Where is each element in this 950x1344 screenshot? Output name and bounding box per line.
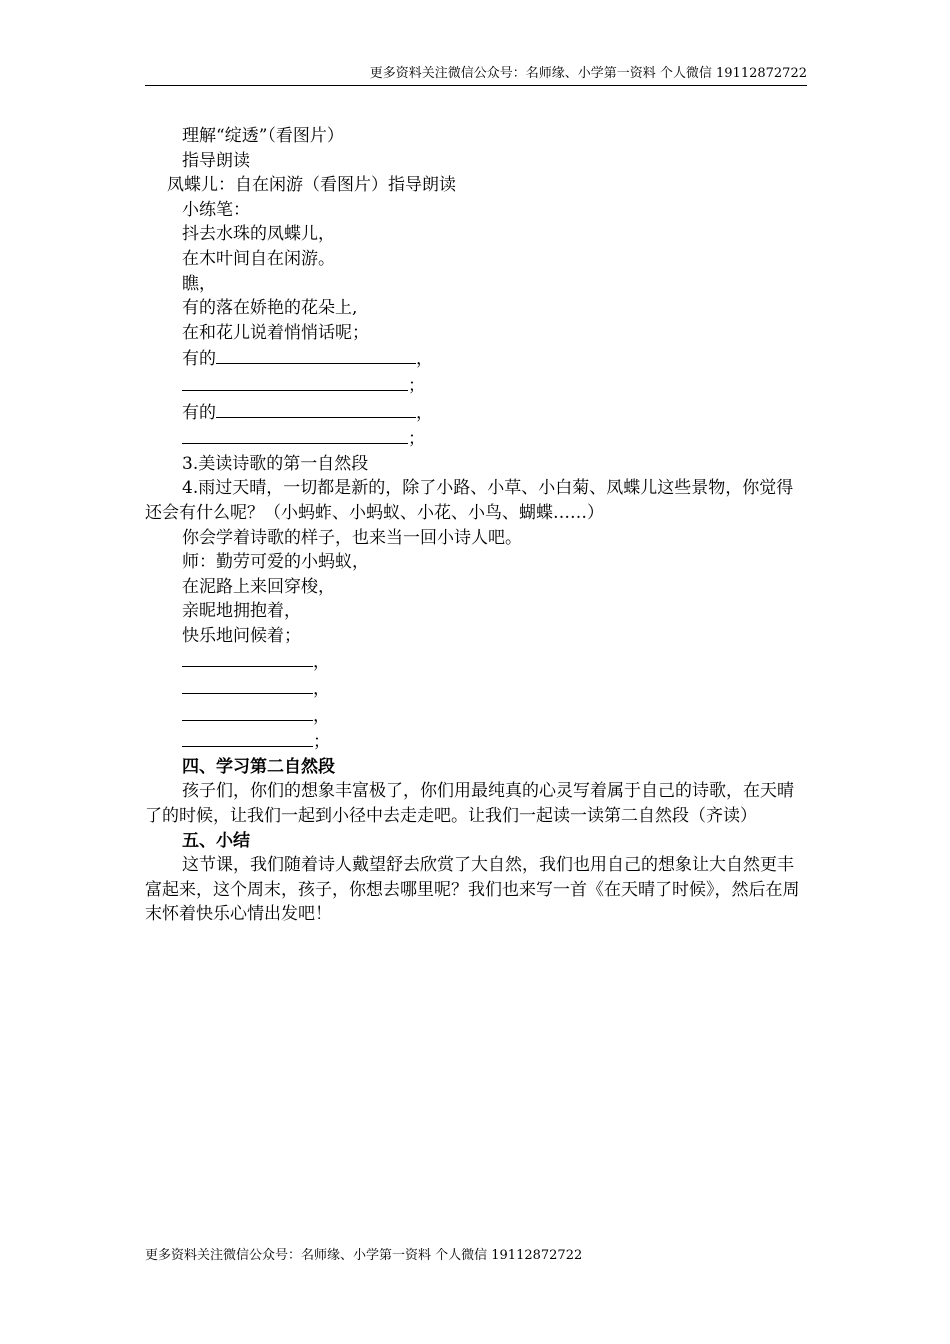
fill-in-line xyxy=(145,372,807,399)
paragraph: 这节课，我们随着诗人戴望舒去欣赏了大自然，我们也用自己的想象让大自然更丰富起来，这个周末，孩子，你想去哪里呢？我们也来写一首《在天晴了时候》，然后在周末怀着快乐心情出发吧！ xyxy=(145,855,800,925)
section-heading: 五、小结 xyxy=(182,830,250,851)
punctuation: ， xyxy=(416,402,433,423)
punctuation: ； xyxy=(313,732,330,753)
blank-underline xyxy=(182,675,313,694)
text-line: 在木叶间自在闲游。 xyxy=(182,248,335,269)
blank-underline xyxy=(216,345,416,364)
text-line: 瞧， xyxy=(182,273,216,294)
fill-in-line xyxy=(145,399,807,426)
page-footer: 更多资料关注微信公众号：名师缘、小学第一资料 个人微信 19112872722 xyxy=(145,1248,583,1263)
text-line: 你会学着诗歌的样子，也来当一回小诗人吧。 xyxy=(182,527,522,548)
text-line: 3.美读诗歌的第一自然段 xyxy=(182,453,369,474)
text-line: 有的落在娇艳的花朵上, xyxy=(182,298,358,319)
fill-in-line xyxy=(145,702,807,729)
fill-in-line xyxy=(145,728,807,755)
fill-in-line xyxy=(145,345,807,372)
text-line: 亲昵地拥抱着， xyxy=(182,601,301,622)
text-line: 凤蝶儿：自在闲游（看图片）指导朗读 xyxy=(167,175,456,196)
punctuation: ， xyxy=(313,705,330,726)
fill-in-line xyxy=(145,425,807,452)
line-prefix: 有的 xyxy=(182,349,216,370)
text-line: 在和花儿说着悄悄话呢； xyxy=(182,322,369,343)
document-body xyxy=(145,124,807,927)
blank-underline xyxy=(182,425,408,444)
text-line: 理解“绽透”（看图片） xyxy=(182,126,344,146)
page-header: 更多资料关注微信公众号：名师缘、小学第一资料 个人微信 19112872722 xyxy=(369,66,807,81)
paragraph: 4.雨过天晴，一切都是新的，除了小路、小草、小白菊、凤蝶儿这些景物，你觉得还会有什么呢？（小蚂蚱、小蚂蚁、小花、小鸟、蝴蝶……） xyxy=(145,478,794,523)
text-line: 指导朗读 xyxy=(182,150,250,171)
punctuation: ， xyxy=(313,652,330,673)
blank-underline xyxy=(182,728,313,747)
text-line: 快乐地问候着； xyxy=(182,625,301,646)
header-divider xyxy=(145,85,807,86)
blank-underline xyxy=(182,372,408,391)
blank-underline xyxy=(182,702,313,721)
text-line: 师：勤劳可爱的小蚂蚁， xyxy=(182,552,369,573)
blank-underline xyxy=(182,648,313,667)
line-prefix: 有的 xyxy=(182,402,216,423)
punctuation: ， xyxy=(416,349,433,370)
punctuation: ； xyxy=(408,429,425,450)
text-line: 抖去水珠的凤蝶儿， xyxy=(182,224,335,245)
punctuation: ； xyxy=(408,375,425,396)
blank-underline xyxy=(216,399,416,418)
fill-in-line xyxy=(145,675,807,702)
text-line: 在泥路上来回穿梭， xyxy=(182,576,335,597)
fill-in-line xyxy=(145,648,807,675)
text-line: 小练笔： xyxy=(182,199,250,220)
paragraph: 孩子们，你们的想象丰富极了，你们用最纯真的心灵写着属于自己的诗歌，在天晴了的时候，让我们一起到小径中去走走吧。让我们一起读一读第二自然段（齐读） xyxy=(145,781,794,827)
section-heading: 四、学习第二自然段 xyxy=(182,756,335,777)
punctuation: ， xyxy=(313,679,330,700)
